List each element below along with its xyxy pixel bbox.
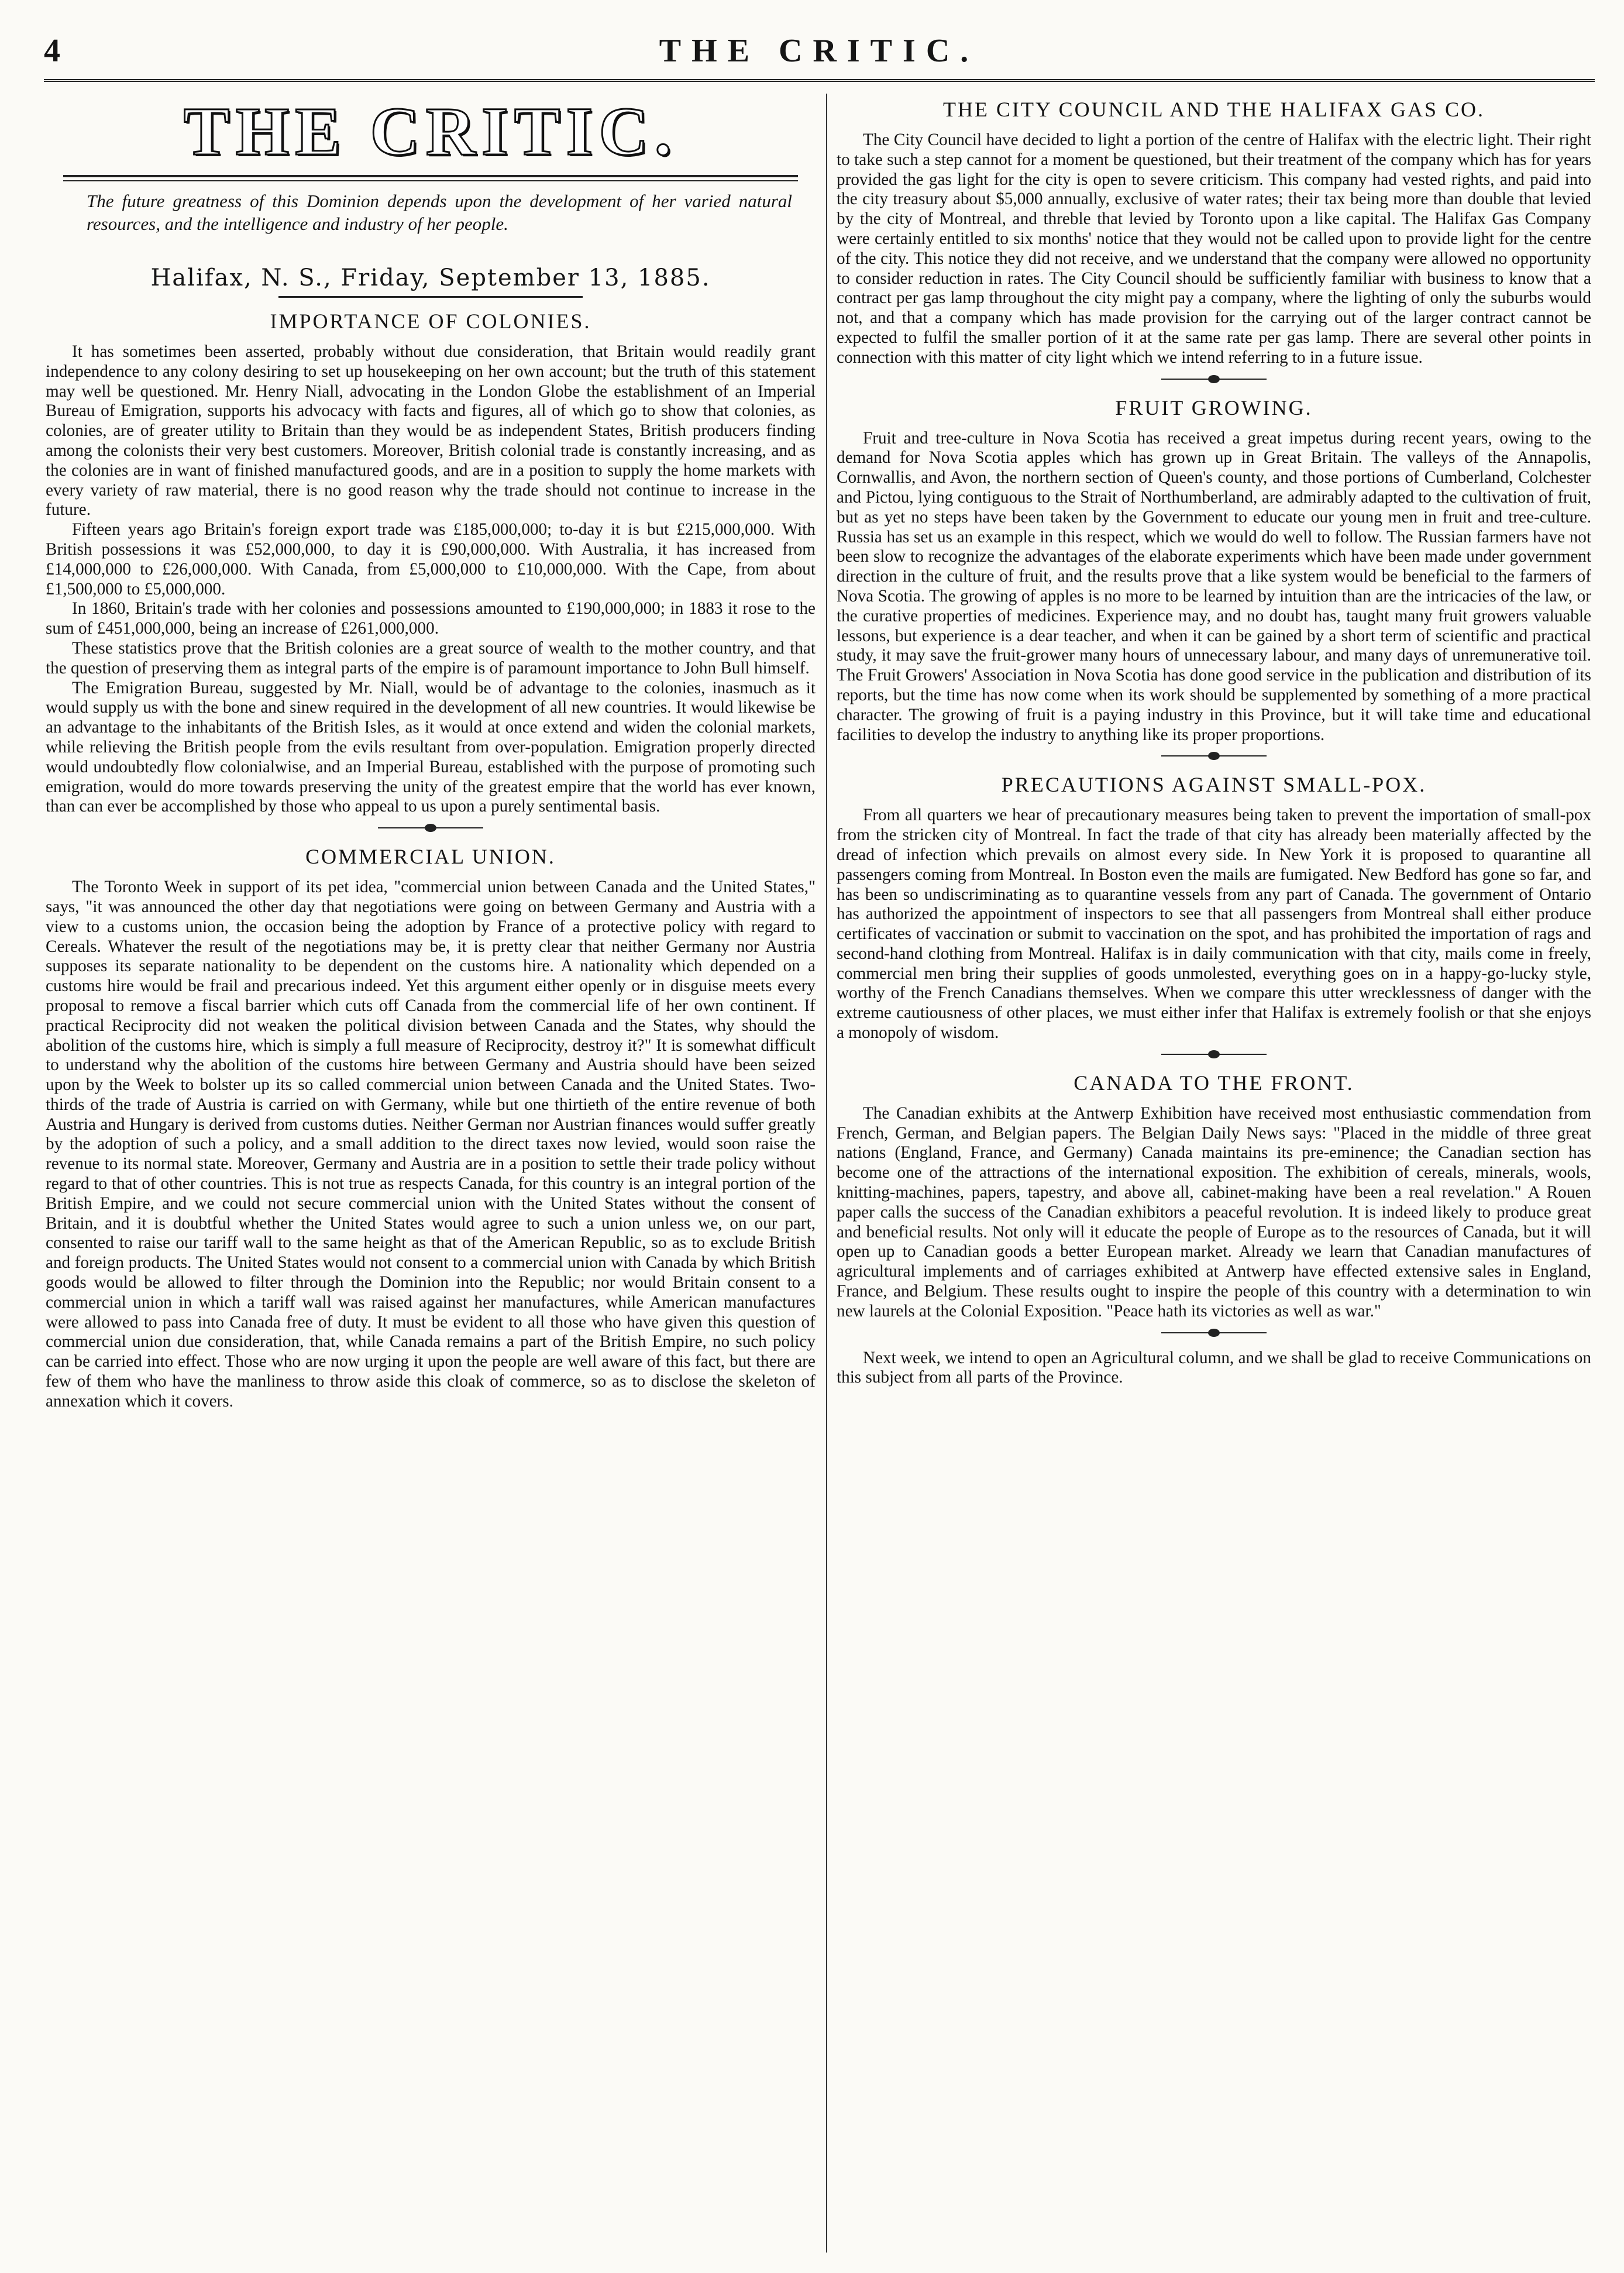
article-paragraph: Fifteen years ago Britain's foreign export trade was £185,000,000; to-day it is but £215,000,000. With British possessions it was £52,000,000, to day it is £90,000,000. With Australia, it has increased from £14,000,000 to £26,000,000. With Canada, from £5,000,000 to £10,000,000. With the Cape, from about £1,500,000 to £5,000,000.: [46, 520, 816, 599]
article-paragraph: The Emigration Bureau, suggested by Mr. Niall, would be of advantage to the colonies, inasmuch as it would supply us with the bone and sinew required in the development of all new countries. It would likewise be an advantage to the inhabitants of the British Isles, as it would at once extend and widen the colonial markets, while relieving the British people from the evils resultant from over-population. Emigration properly directed would undoubtedly flow colonialwise, and an Imperial Bureau, established with the purpose of promoting such emigration, would do more towards preserving the unity of the greatest empire that the world has ever known, than can ever be accomplished by those who appeal to us upon a purely sentimental basis.: [46, 678, 816, 816]
article-canada-to-the-front: [837, 1070, 1591, 1322]
section-divider: [1161, 752, 1267, 760]
section-divider: [1161, 1329, 1267, 1337]
running-title: THE CRITIC.: [659, 33, 979, 69]
page-number: 4: [44, 33, 60, 69]
masthead-title: THE CRITIC.: [183, 93, 678, 170]
article-city-council-gas-co: [837, 97, 1591, 368]
article-importance-of-colonies: [46, 308, 816, 817]
dateline: Halifax, N. S., Friday, September 13, 1885.: [150, 264, 711, 291]
masthead-rule: [63, 175, 798, 181]
dateline-rule: [278, 296, 583, 298]
section-divider: [1161, 1050, 1267, 1058]
article-heading: FRUIT GROWING.: [1115, 396, 1313, 419]
article-paragraph: From all quarters we hear of precautionary measures being taken to prevent the importation of small-pox from the stricken city of Montreal. In fact the trade of that city has already been materially affected by the dread of infection which prevails on almost every side. In New York it is proposed to quarantine all passengers coming from Montreal. In Boston even the mails are fumigated. New Bedford has gone so far, and has been so undiscriminating as to quarantine vessels from any part of Canada. The government of Ontario has authorized the appointment of inspectors to see that all passengers from Montreal shall either produce certificates of vaccination or submit to vaccination on the spot, and has prohibited the importation of rags and second-hand clothing from Montreal. Halifax is in daily communication with that city, mails come in freely, commercial men bring their supplies of goods unmolested, everything goes on in a happy-go-lucky style, worthy of the French Canadians themselves. When we compare this utter wrecklessness of danger with the extreme cautiousness of other places, we must either infer that Halifax is extremely foolish or that she enjoys a monopoly of wisdom.: [837, 806, 1591, 1043]
right-column: [837, 97, 1591, 1388]
section-divider: [1161, 375, 1267, 383]
closing-notice: [837, 1349, 1591, 1388]
article-paragraph: The Canadian exhibits at the Antwerp Exhibition have received most enthusiastic commendation from French, German, and Belgian papers. The Belgian Daily News says: "Placed in the middle of three great nations (England, France, and Germany) Canada maintains its pre-eminence; the Canadian section has become one of the attractions of the international exposition. The exhibition of cereals, minerals, wools, knitting-machines, papers, tapestry, and above all, cabinet-making have been a real revelation." A Rouen paper calls the success of the Canadian exhibitors a peaceful revolution. It is indeed likely to produce great and beneficial results. Not only will it educate the people of Europe as to the resources of Canada, but it will open up to Canadian goods a better European market. Already we learn that Canadian manufactures of agricultural implements and of carriages exhibited at Antwerp have effected extensive sales in England, France, and Belgium. These results ought to inspire the people of this country with a determination to win new laurels at the Colonial Exposition. "Peace hath its victories as well as war.": [837, 1103, 1591, 1321]
article-paragraph: The City Council have decided to light a portion of the centre of Halifax with the electric light. Their right to take such a step cannot for a moment be questioned, but their treatment of the company which has for years provided the gas light for the city is open to severe criticism. This company had vested rights, and paid into the city treasury about $5,000 annually, exclusive of water rates; their tax being more than double that levied by the city of Montreal, and threble that levied by Toronto upon a like capital. The Halifax Gas Company were certainly entitled to six months' notice that they would not be called upon to provide light for the centre of the city. This notice they did not receive, and we understand that the company were allowed no opportunity to consider reduction in rates. The City Council should be sufficiently familiar with business to know that a contract per gas lamp throughout the city might pay a company, where the lighting of only the suburbs would not, and that a company which has made provision for the carrying out of the larger contract cannot be expected to fulfil the smaller portion of it at the same rate per gas lamp. There are several other points in connection with this matter of city light which we intend referring to in a future issue.: [837, 130, 1591, 367]
section-divider: [378, 824, 483, 832]
left-column: [46, 93, 816, 1415]
article-fruit-growing: [837, 395, 1591, 745]
page-header: [44, 32, 1594, 79]
article-paragraph: Fruit and tree-culture in Nova Scotia has received a great impetus during recent years, owing to the demand for Nova Scotia apples which has grown up in Great Britain. The valleys of the Annapolis, Cornwallis, and Avon, the northern section of Queen's county, and those portions of Cumberland, Colchester and Pictou, lying contiguous to the Strait of Northumberland, are admirably adapted to the cultivation of fruit, but as yet no steps have been taken by the Government to educate our young men in fruit and tree-culture. Russia has set us an example in this respect, which we would do well to follow. The Russian farmers have not been slow to recognize the advantages of the elaborate experiments which have been made under government direction in the culture of fruit, and the results prove that a like system would be beneficial to the farmers of Nova Scotia. The growing of apples is no more to be learned by intuition than are the intricacies of the law, or the curative properties of medicines. Experience may, and no doubt has, taught many fruit growers valuable lessons, but experience is a dear teacher, and when it can be gained by a short term of scientific and practical study, it may save the fruit-grower many hours of unnecessary labour, and many days of unremunerative toil. The Fruit Growers' Association in Nova Scotia has done good service in the publication and distribution of its reports, but the time has now come when its work should be supplemented by something of a more practical character. The growing of fruit is a paying industry in this Province, but it will take time and educational facilities to develop the industry to anything like its proper proportions.: [837, 428, 1591, 744]
article-heading: PRECAUTIONS AGAINST SMALL-POX.: [1001, 773, 1427, 797]
article-heading: CANADA TO THE FRONT.: [1074, 1071, 1354, 1095]
article-heading: IMPORTANCE OF COLONIES.: [270, 310, 591, 333]
article-commercial-union: [46, 844, 816, 1412]
closing-paragraph: Next week, we intend to open an Agricultural column, and we shall be glad to receive Communications on this subject from all parts of the Province.: [837, 1348, 1591, 1387]
article-paragraph: The Toronto Week in support of its pet idea, "commercial union between Canada and the United States," says, "it was announced the other day that negotiations were going on between Germany and Austria with a view to a customs union, the occasion being the adoption by France of a protective policy with regard to Cereals. Whatever the result of the negotiations may be, it is pretty clear that neither Germany nor Austria supposes its separate nationality to be dependent on the customs hire. A nationality which depended on a customs hire would be frail and precarious indeed. Yet this argument either openly or in disguise meets every proposal to remove a fiscal barrier which cuts off Canada from the commercial life of her own continent. If practical Reciprocity did not weaken the political division between Canada and the States, why should the abolition of the customs hire, which is simply a full measure of Reciprocity, destroy it?" It is somewhat difficult to understand why the abolition of the customs hire between Germany and Austria should have been seized upon by the Week to bolster up its so called commercial union between Canada and the United States. Two-thirds of the trade of Austria is carried on with Germany, while but one thirtieth of the entire revenue of both Austria and Hungary is derived from customs duties. Neither German nor Austrian finances would suffer greatly by the adoption of such a policy, and a small addition to the direct taxes now levied, would soon raise the revenue to its normal state. Moreover, Germany and Austria are in a position to settle their trade policy without regard to that of other countries. This is not true as respects Canada, for this country is an integral portion of the British Empire, and we could not secure commercial union with the United States without the consent of Britain, and it is doubtful whether the United States would agree to such a union unless we, on our part, consented to raise our tariff wall to the same height as that of the American Republic, so as to exclude British and foreign products. The United States would not consent to a commercial union with Canada by which British goods would be allowed to filter through the Dominion into the Republic; nor would Britain consent to a commercial union in which a tariff wall was raised against her manufactures, while American manufactures were allowed to pass into Canada free of duty. It must be evident to all those who have given this question of commercial union due consideration, that, while Canada remains a part of the British Empire, no such policy can be carried into effect. Those who are now urging it upon the people are well aware of this fact, but there are few of them who have the manliness to throw aside this cloak of commerce, so as to disclose the skeleton of annexation which it covers.: [46, 878, 816, 1411]
article-heading: THE CITY COUNCIL AND THE HALIFAX GAS CO.: [943, 98, 1485, 121]
article-heading: COMMERCIAL UNION.: [305, 845, 556, 869]
column-divider: [826, 94, 827, 2253]
article-paragraph: These statistics prove that the British colonies are a great source of wealth to the mother country, and that the question of preserving them as integral parts of the empire is of paramount importance to John Bull himself.: [46, 638, 816, 678]
article-paragraph: It has sometimes been asserted, probably without due consideration, that Britain would readily grant independence to any colony desiring to set up housekeeping on her own account; but the truth of this statement may well be questioned. Mr. Henry Niall, advocating in the London Globe the establishment of an Imperial Bureau of Emigration, supports his advocacy with facts and figures, all of which go to show that colonies, as colonies, are of greater utility to Britain than they would be as independent States, British producers finding among the colonists their very best customers. Moreover, British colonial trade is constantly increasing, and as the colonies are in want of finished manufactured goods, and are in a position to supply the home markets with every variety of raw material, there is no good reason why the trade should not continue to increase in the future.: [46, 342, 816, 520]
article-paragraph: In 1860, Britain's trade with her colonies and possessions amounted to £190,000,000; in 1883 it rose to the sum of £451,000,000, being an increase of £261,000,000.: [46, 599, 816, 638]
article-small-pox: [837, 772, 1591, 1043]
masthead-motto: The future greatness of this Dominion depends upon the development of her varied natural resources, and the intelligence and industry of her people.: [87, 191, 792, 234]
header-rule: [44, 79, 1595, 82]
